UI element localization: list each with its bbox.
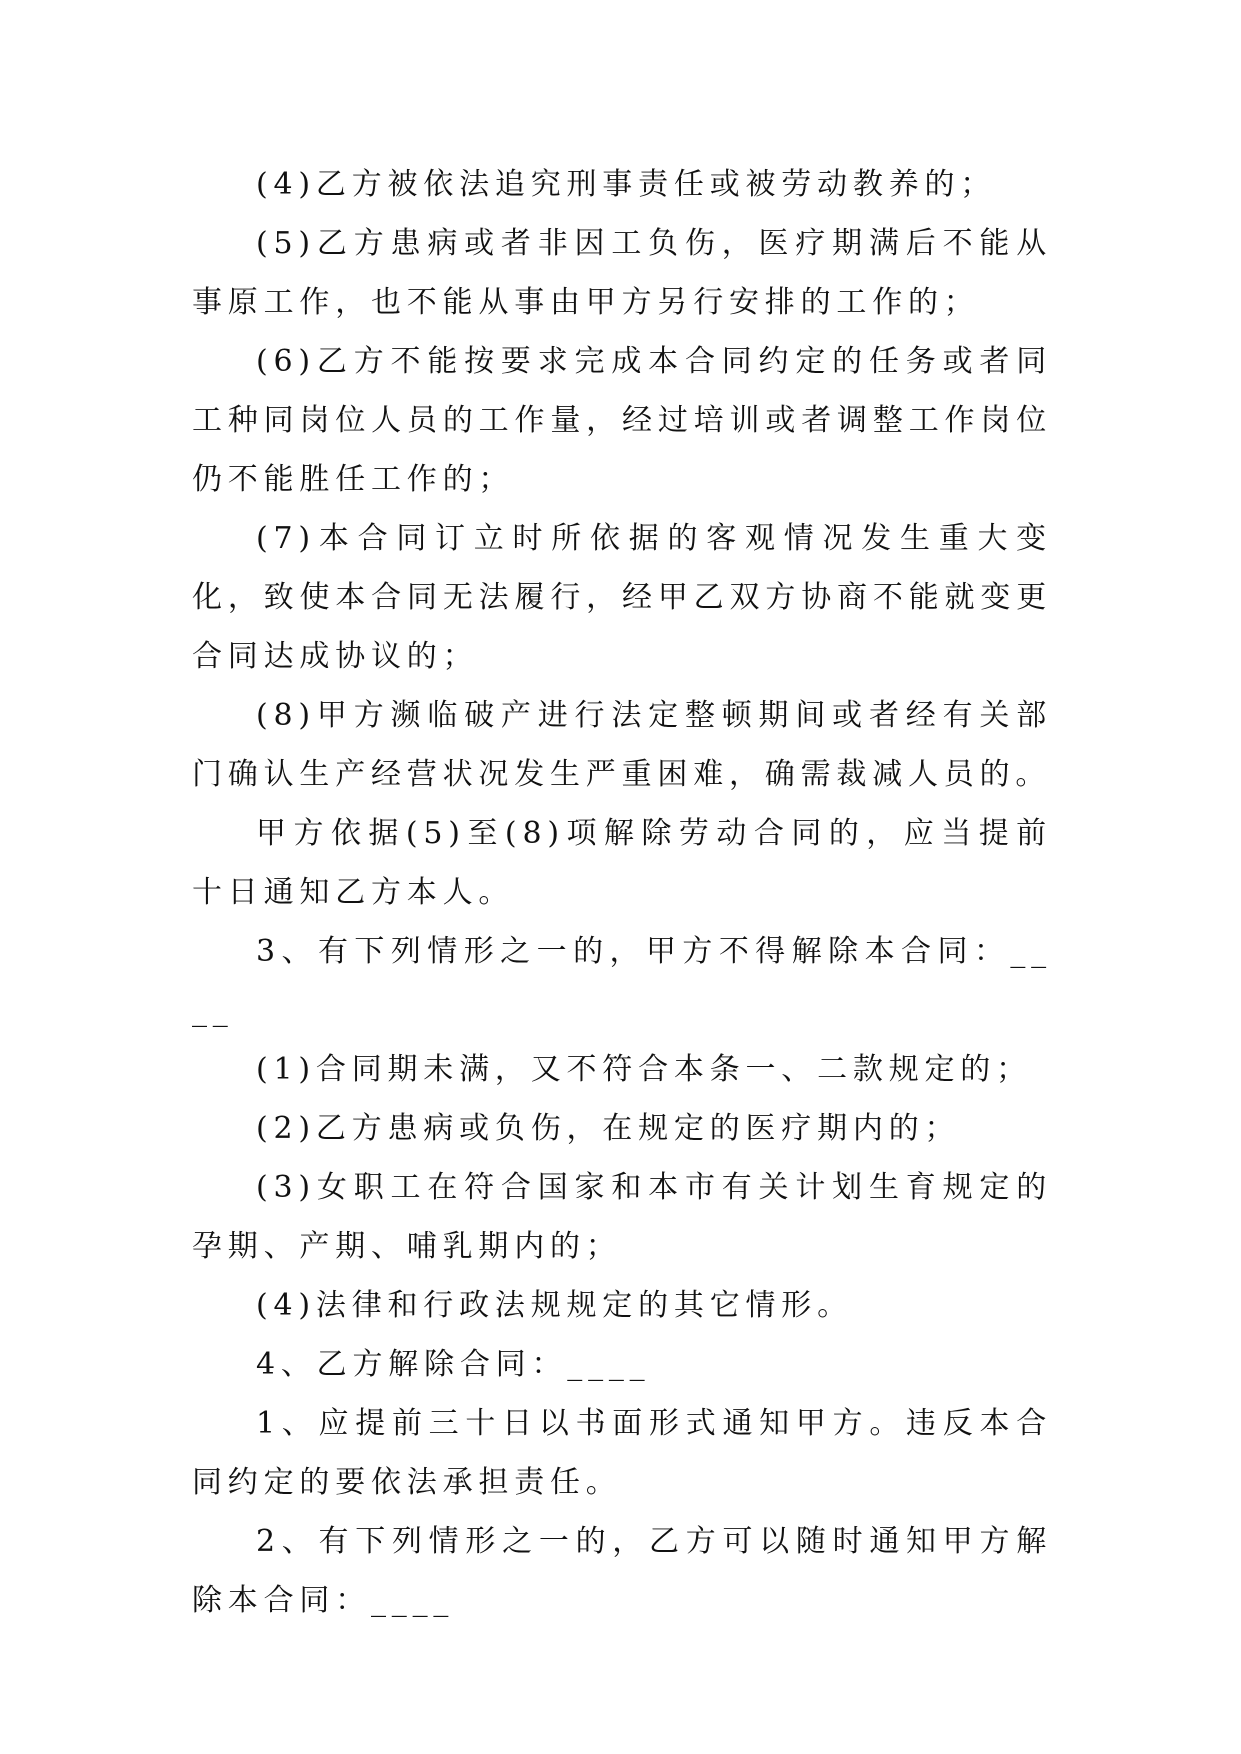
- paragraph-clause-4-item-2: 2、有下列情形之一的，乙方可以随时通知甲方解除本合同：____: [192, 1524, 1052, 1618]
- paragraph-item-6-incompetence: (6)乙方不能按要求完成本合同约定的任务或者同工种同岗位人员的工作量，经过培训或者调整工作岗位仍不能胜任工作的；: [192, 344, 1052, 497]
- paragraph-clause-3-item-4: (4)法律和行政法规规定的其它情形。: [256, 1288, 853, 1323]
- paragraph-item-5-illness: (5)乙方患病或者非因工负伤，医疗期满后不能从事原工作，也不能从事由甲方另行安排的工作的；: [192, 226, 1052, 320]
- paragraph-clause-4-heading: 4、乙方解除合同：____: [256, 1347, 651, 1382]
- paragraph-clause-3-item-1: (1)合同期未满，又不符合本条一、二款规定的；: [256, 1052, 1032, 1087]
- paragraph-item-4-criminal: (4)乙方被依法追究刑事责任或被劳动教养的；: [256, 167, 997, 202]
- paragraph-clause-3-heading: 3、有下列情形之一的，甲方不得解除本合同：____: [192, 934, 1052, 1028]
- paragraph-item-7-circumstances: (7)本合同订立时所依据的客观情况发生重大变化，致使本合同无法履行，经甲乙双方协商不能就变更合同达成协议的；: [192, 521, 1052, 674]
- paragraph-item-8-bankruptcy: (8)甲方濒临破产进行法定整顿期间或者经有关部门确认生产经营状况发生严重困难，确需裁减人员的。: [192, 698, 1052, 792]
- paragraph-clause-3-item-2: (2)乙方患病或负伤，在规定的医疗期内的；: [256, 1111, 961, 1146]
- paragraph-clause-3-item-3: (3)女职工在符合国家和本市有关计划生育规定的孕期、产期、哺乳期内的；: [192, 1170, 1052, 1264]
- paragraph-notice-ten-days: 甲方依据(5)至(8)项解除劳动合同的，应当提前十日通知乙方本人。: [192, 816, 1052, 910]
- paragraph-clause-4-item-1: 1、应提前三十日以书面形式通知甲方。违反本合同约定的要依法承担责任。: [192, 1406, 1052, 1500]
- document-body: [192, 155, 1052, 1630]
